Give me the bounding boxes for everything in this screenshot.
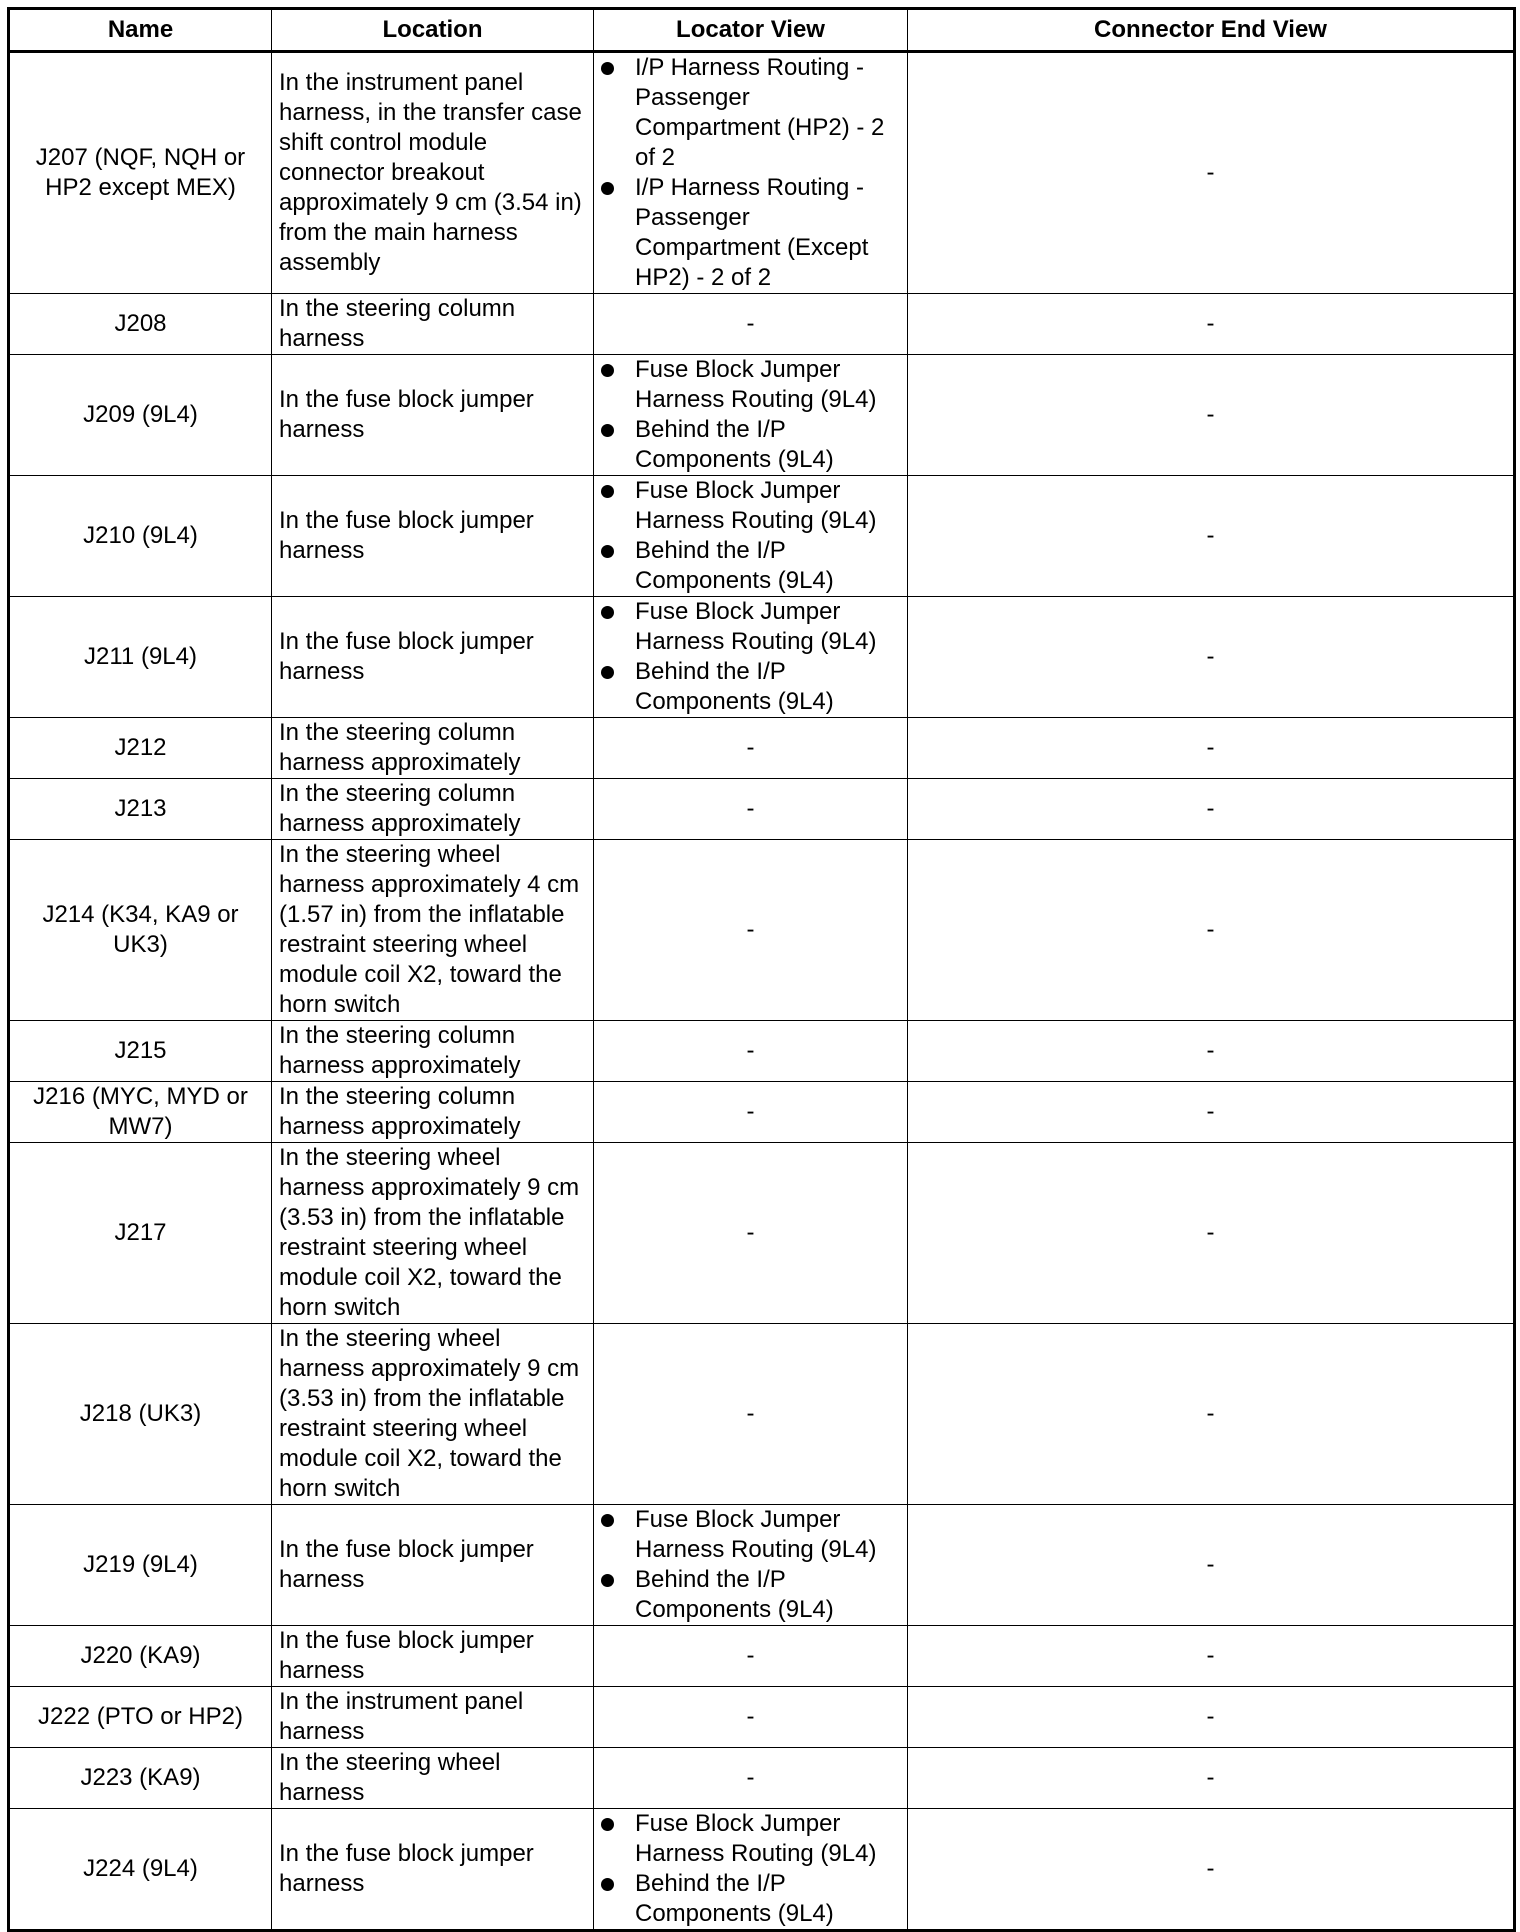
connector-end-view-cell: -: [908, 1324, 1515, 1505]
connector-name: J212: [9, 718, 272, 779]
connector-location: In the instrument panel harness, in the transfer case shift control module connector breakout approximately 9 cm (3.54 in) from the main harness assembly: [272, 52, 594, 294]
connector-end-view-cell: -: [908, 1687, 1515, 1748]
connector-name: J209 (9L4): [9, 355, 272, 476]
table-row: [9, 1324, 1515, 1505]
connector-location: In the steering wheel harness: [272, 1748, 594, 1809]
connector-name: J215: [9, 1021, 272, 1082]
connector-location: In the fuse block jumper harness: [272, 1626, 594, 1687]
locator-view-link[interactable]: I/P Harness Routing - Passenger Compartment (HP2) - 2 of 2: [601, 53, 900, 173]
connector-name: J217: [9, 1143, 272, 1324]
table-row: [9, 355, 1515, 476]
locator-view-list: [601, 597, 900, 717]
header-locator-view: Locator View: [594, 9, 908, 52]
connector-name: J207 (NQF, NQH or HP2 except MEX): [9, 52, 272, 294]
connector-end-view-cell: -: [908, 718, 1515, 779]
connector-end-view-cell: -: [908, 1748, 1515, 1809]
locator-view-cell: -: [594, 1687, 908, 1748]
connector-name: J220 (KA9): [9, 1626, 272, 1687]
locator-view-cell: -: [594, 1626, 908, 1687]
connector-name: J218 (UK3): [9, 1324, 272, 1505]
table-row: [9, 840, 1515, 1021]
connector-end-view-cell: -: [908, 1626, 1515, 1687]
connector-location: In the steering column harness approximately: [272, 718, 594, 779]
locator-view-cell: -: [594, 718, 908, 779]
table-row: [9, 597, 1515, 718]
locator-view-link[interactable]: Behind the I/P Components (9L4): [601, 657, 900, 717]
locator-view-cell: -: [594, 1021, 908, 1082]
connector-name: J214 (K34, KA9 or UK3): [9, 840, 272, 1021]
connector-location: In the instrument panel harness: [272, 1687, 594, 1748]
connector-table: [7, 7, 1516, 1932]
locator-view-link[interactable]: Behind the I/P Components (9L4): [601, 415, 900, 475]
connector-name: J211 (9L4): [9, 597, 272, 718]
locator-view-cell: -: [594, 1324, 908, 1505]
table-row: [9, 1021, 1515, 1082]
locator-view-list: [601, 355, 900, 475]
locator-view-link[interactable]: Fuse Block Jumper Harness Routing (9L4): [601, 476, 900, 536]
table-row: [9, 1748, 1515, 1809]
connector-name: J222 (PTO or HP2): [9, 1687, 272, 1748]
table-row: [9, 779, 1515, 840]
locator-view-link[interactable]: Fuse Block Jumper Harness Routing (9L4): [601, 1809, 900, 1869]
connector-name: J223 (KA9): [9, 1748, 272, 1809]
locator-view-cell: -: [594, 840, 908, 1021]
connector-name: J216 (MYC, MYD or MW7): [9, 1082, 272, 1143]
connector-location: In the steering column harness approximately: [272, 779, 594, 840]
connector-end-view-cell: -: [908, 1021, 1515, 1082]
locator-view-list: [601, 1809, 900, 1929]
header-name: Name: [9, 9, 272, 52]
connector-location: In the fuse block jumper harness: [272, 1505, 594, 1626]
connector-name: J219 (9L4): [9, 1505, 272, 1626]
connector-location: In the fuse block jumper harness: [272, 355, 594, 476]
connector-end-view-cell: -: [908, 1809, 1515, 1931]
table-row: [9, 1143, 1515, 1324]
locator-view-cell: [594, 355, 908, 476]
table-row: [9, 294, 1515, 355]
locator-view-link[interactable]: Behind the I/P Components (9L4): [601, 536, 900, 596]
table-row: [9, 1505, 1515, 1626]
connector-end-view-cell: -: [908, 294, 1515, 355]
connector-name: J208: [9, 294, 272, 355]
connector-location: In the steering wheel harness approximately 9 cm (3.53 in) from the inflatable restraint steering wheel module coil X2, toward the horn switch: [272, 1143, 594, 1324]
locator-view-list: [601, 476, 900, 596]
table-row: [9, 52, 1515, 294]
locator-view-cell: -: [594, 294, 908, 355]
connector-location: In the fuse block jumper harness: [272, 1809, 594, 1931]
connector-end-view-cell: -: [908, 52, 1515, 294]
table-row: [9, 1082, 1515, 1143]
locator-view-cell: -: [594, 1748, 908, 1809]
connector-location: In the steering wheel harness approximately 9 cm (3.53 in) from the inflatable restraint steering wheel module coil X2, toward the horn switch: [272, 1324, 594, 1505]
locator-view-cell: [594, 1809, 908, 1931]
locator-view-link[interactable]: Fuse Block Jumper Harness Routing (9L4): [601, 355, 900, 415]
header-location: Location: [272, 9, 594, 52]
table-row: [9, 1809, 1515, 1931]
locator-view-list: [601, 1505, 900, 1625]
connector-end-view-cell: -: [908, 840, 1515, 1021]
locator-view-cell: -: [594, 1082, 908, 1143]
locator-view-link[interactable]: Behind the I/P Components (9L4): [601, 1565, 900, 1625]
table-row: [9, 718, 1515, 779]
locator-view-link[interactable]: Fuse Block Jumper Harness Routing (9L4): [601, 1505, 900, 1565]
connector-location: In the steering wheel harness approximately 4 cm (1.57 in) from the inflatable restraint steering wheel module coil X2, toward the horn switch: [272, 840, 594, 1021]
connector-name: J213: [9, 779, 272, 840]
connector-end-view-cell: -: [908, 355, 1515, 476]
connector-location: In the steering column harness approximately: [272, 1082, 594, 1143]
locator-view-cell: -: [594, 779, 908, 840]
locator-view-cell: [594, 476, 908, 597]
locator-view-link[interactable]: Behind the I/P Components (9L4): [601, 1869, 900, 1929]
connector-end-view-cell: -: [908, 1082, 1515, 1143]
connector-name: J224 (9L4): [9, 1809, 272, 1931]
connector-end-view-cell: -: [908, 1143, 1515, 1324]
locator-view-cell: [594, 52, 908, 294]
connector-end-view-cell: -: [908, 779, 1515, 840]
locator-view-cell: [594, 1505, 908, 1626]
connector-location: In the fuse block jumper harness: [272, 597, 594, 718]
header-connector-end-view: Connector End View: [908, 9, 1515, 52]
connector-location: In the steering column harness: [272, 294, 594, 355]
connector-end-view-cell: -: [908, 597, 1515, 718]
connector-end-view-cell: -: [908, 476, 1515, 597]
locator-view-link[interactable]: I/P Harness Routing - Passenger Compartment (Except HP2) - 2 of 2: [601, 173, 900, 293]
table-row: [9, 1687, 1515, 1748]
table-row: [9, 476, 1515, 597]
locator-view-cell: -: [594, 1143, 908, 1324]
connector-location: In the fuse block jumper harness: [272, 476, 594, 597]
connector-end-view-cell: -: [908, 1505, 1515, 1626]
locator-view-list: [601, 53, 900, 293]
connector-location: In the steering column harness approximately: [272, 1021, 594, 1082]
table-row: [9, 1626, 1515, 1687]
locator-view-link[interactable]: Fuse Block Jumper Harness Routing (9L4): [601, 597, 900, 657]
header-row: [9, 9, 1515, 52]
connector-name: J210 (9L4): [9, 476, 272, 597]
locator-view-cell: [594, 597, 908, 718]
